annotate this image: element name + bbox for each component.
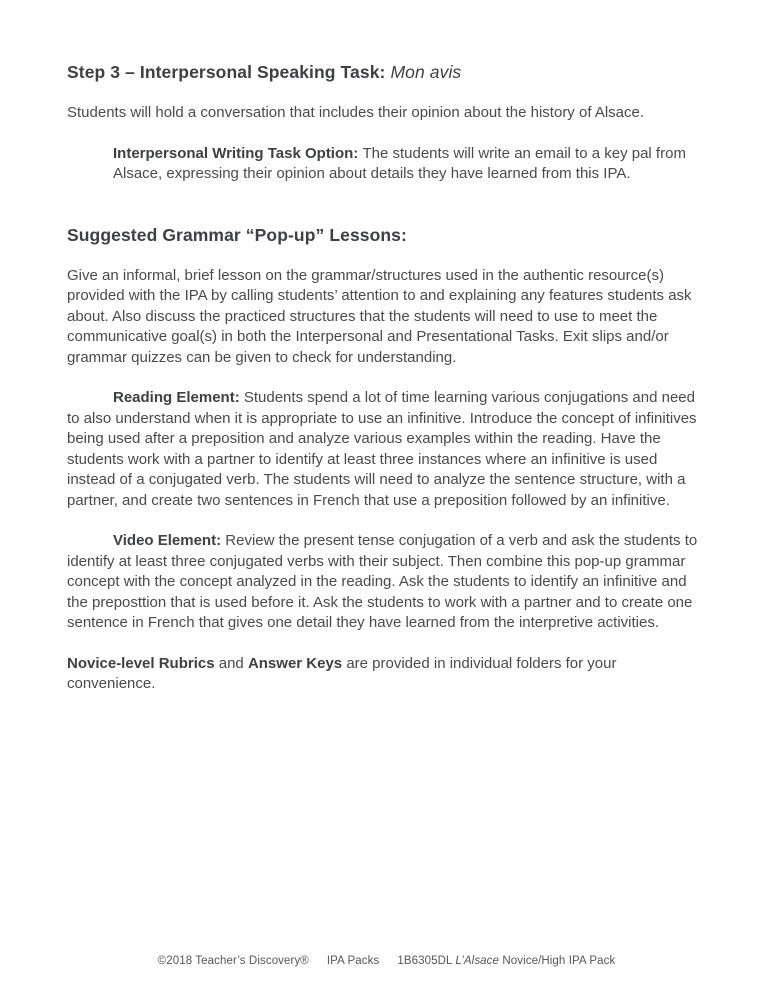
rubrics-mid-text: and <box>214 654 248 672</box>
reading-element-text: Students spend a lot of time learning various conjugations and need to also understand when it is appropriate to use an infinitive. Introduce the concept of infinitives being used after a preposition and analyze various examples within the reading. Have the students work with a partner to identify at least three instances where an infinitive is used instead of a conjugated verb. The students will need to analyze the sentence structure, with a partner, and create two sentences in French that use a preposition followed by an infinitive. <box>67 389 697 509</box>
video-element-paragraph <box>67 531 707 634</box>
step3-intro-paragraph: Students will hold a conversation that includes their opinion about the history of Alsace. <box>67 104 645 121</box>
rubrics-rest-text: are provided in individual folders for your convenience. <box>67 654 617 692</box>
grammar-heading: Suggested Grammar “Pop-up” Lessons: <box>67 224 407 245</box>
document-content <box>67 62 707 715</box>
step3-heading-italic-title: Mon avis <box>390 62 462 82</box>
step3-heading <box>67 62 707 83</box>
writing-option-paragraph <box>113 144 707 185</box>
footer-series: IPA Packs <box>326 955 380 967</box>
reading-element-paragraph <box>67 388 707 511</box>
grammar-section <box>67 225 707 695</box>
rubrics-bold-2: Answer Keys <box>247 654 343 672</box>
footer-product-code: 1B6305DL <box>397 955 456 967</box>
footer-product-title: L’Alsace <box>455 955 500 967</box>
rubrics-bold-1: Novice-level Rubrics <box>67 654 215 672</box>
page-footer <box>0 955 773 967</box>
video-element-label: Video Element: <box>113 532 226 549</box>
rubrics-paragraph <box>67 654 707 695</box>
video-element-text: Review the present tense conjugation of a verb and ask the students to identify at least three conjugated verbs with their subject. Then combine this pop-up grammar concept with the concept analyzed in the reading. Ask the students to identify an infinitive and the preposttion that is used before it. Ask the students to work with a partner and to create one sentence in French that gives one detail they have learned from the interpretive activities. <box>67 532 698 631</box>
writing-option-label: Interpersonal Writing Task Option: <box>113 144 363 162</box>
footer-product-rest: Novice/High IPA Pack <box>499 955 616 967</box>
grammar-intro-paragraph: Give an informal, brief lesson on the grammar/structures used in the authentic resource(s) provided with the IPA by calling students’ attention to and explaining any features students ask about. Also discuss the practiced structures that the students will need to use to meet the communicative goal(s) in both the Interpersonal and Presentational Tasks. Exit slips and/or grammar quizzes can be given to check for understanding. <box>67 266 692 366</box>
footer-copyright: ©2018 Teacher’s Discovery® <box>157 955 309 967</box>
reading-element-label: Reading Element: <box>113 389 244 406</box>
footer-product <box>397 955 615 967</box>
step3-heading-bold: Step 3 – Interpersonal Speaking Task: <box>67 62 391 82</box>
writing-option-text: The students will write an email to a key pal from Alsace, expressing their opinion about details they have learned from this IPA. <box>113 144 686 182</box>
